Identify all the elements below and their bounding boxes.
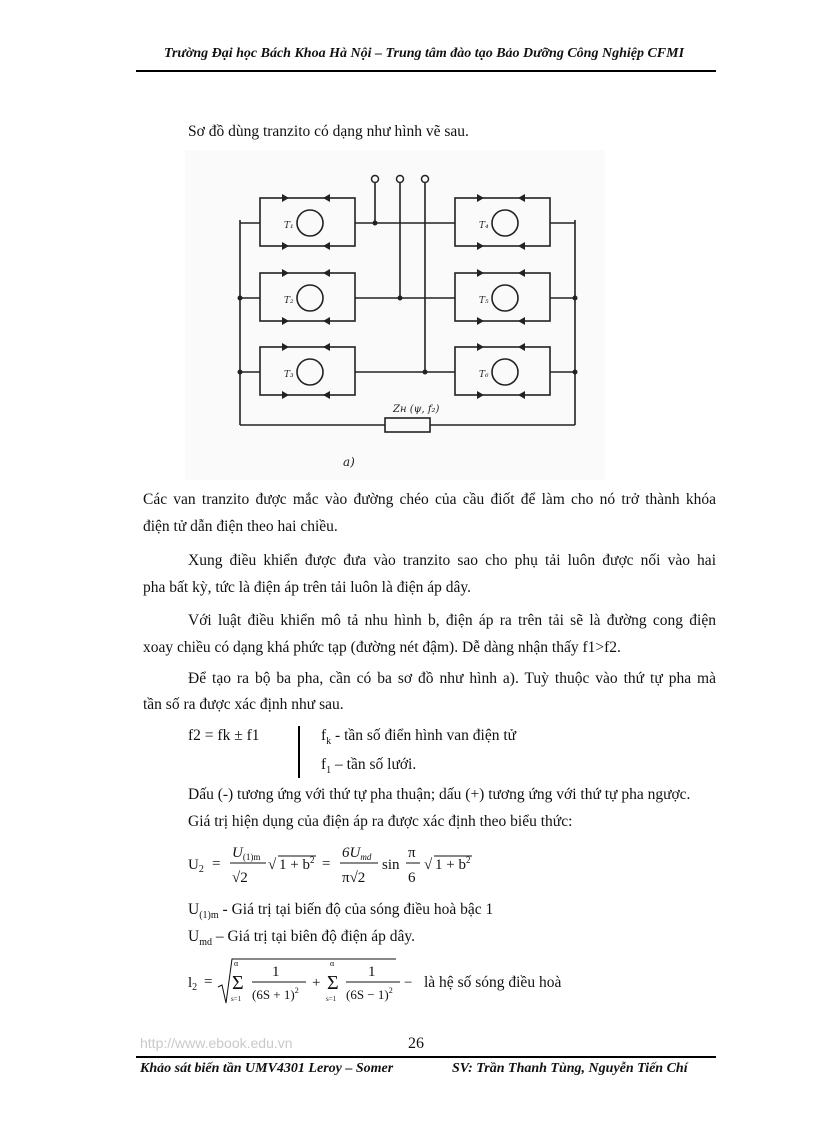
transistor-label-t3: T₃ xyxy=(284,370,294,380)
svg-text:1: 1 xyxy=(272,964,280,980)
watermark-url: http://www.ebook.edu.vn xyxy=(140,1035,293,1051)
paragraph-4-line-1: Để tạo ra bộ ba pha, cần có ba sơ đồ như hình a). Tuỳ thuộc vào thứ tự pha mà xyxy=(188,670,716,687)
footer-authors: SV: Trần Thanh Tùng, Nguyễn Tiến Chí xyxy=(452,1061,688,1076)
svg-text:+: + xyxy=(312,975,321,991)
intro-text: Sơ đồ dùng tranzito có dạng như hình vẽ sau. xyxy=(188,123,469,140)
l2-definition: là hệ số sóng điều hoà xyxy=(424,974,562,991)
svg-text:√: √ xyxy=(424,857,433,873)
paragraph-2-line-1: Xung điều khiển được đưa vào tranzito sao cho phụ tải luôn được nối vào hai xyxy=(188,552,716,569)
umd-definition: $U_{md}$ – Giá trị tại biên độ điện áp dây. xyxy=(188,928,416,949)
svg-text:α: α xyxy=(234,959,239,968)
paragraph-4-line-2: tần số ra được xác định như sau. xyxy=(143,696,344,713)
svg-text:π√2: π√2 xyxy=(342,870,366,886)
figure-caption: a) xyxy=(343,455,355,469)
svg-text:1 + b2: $1 + b^2$ xyxy=(435,855,471,873)
svg-text:Σ: Σ xyxy=(232,972,244,994)
svg-text:√2: √2 xyxy=(232,870,248,886)
svg-text:1: 1 xyxy=(368,964,376,980)
f1-definition: $f_1$ – tần số lưới. xyxy=(321,756,417,777)
svg-text:6: 6 xyxy=(408,870,416,886)
svg-text:U(1)m: $U_{(1)m}$ xyxy=(232,845,261,862)
fk-definition: $f_k$ - tần số điển hình van điện tử xyxy=(321,727,517,748)
circuit-figure xyxy=(185,150,605,480)
definition-bar xyxy=(298,726,300,778)
svg-text:=: = xyxy=(212,856,221,872)
svg-text:=: = xyxy=(204,974,213,990)
svg-text:−: − xyxy=(404,975,413,991)
transistor-label-t2: T₂ xyxy=(284,296,294,306)
paragraph-1-line-2: điện tử dẫn điện theo hai chiều. xyxy=(143,518,338,535)
svg-text:l2: $l_2$ xyxy=(188,975,198,993)
svg-text:s=1: s=1 xyxy=(231,995,242,1003)
svg-text:U2: $U_2$ xyxy=(188,857,204,875)
svg-text:(6S + 1)2: $(6S + 1)^2$ xyxy=(252,986,299,1002)
rms-intro: Giá trị hiện dụng của điện áp ra được xác định theo biểu thức: xyxy=(188,813,573,830)
svg-text:π: π xyxy=(408,845,416,861)
transistor-cycloconverter-diagram xyxy=(185,150,605,480)
svg-text:1 + b2: $1 + b^2$ xyxy=(279,855,315,873)
footer-rule xyxy=(136,1056,716,1058)
svg-text:=: = xyxy=(322,856,331,872)
transistor-label-t6: T₆ xyxy=(479,370,489,380)
page-number: 26 xyxy=(408,1035,424,1052)
running-header: Trường Đại học Bách Khoa Hà Nội – Trung tâm đào tạo Bảo Dưỡng Công Nghiệp CFMI xyxy=(163,46,685,61)
svg-text:Σ: Σ xyxy=(327,972,339,994)
u2-formula xyxy=(188,840,508,888)
paragraph-3-line-2: xoay chiều có dạng khá phức tạp (đường nét đậm). Dễ dàng nhận thấy f1>f2. xyxy=(143,639,621,656)
svg-text:6Umd: $6U_{md}$ xyxy=(342,845,372,862)
svg-text:α: α xyxy=(330,959,335,968)
u1m-definition: $U_{(1)m}$ - Giá trị tại biến độ của sóng điều hoà bậc 1 xyxy=(188,901,494,922)
transistor-label-t1: T₁ xyxy=(284,221,294,231)
svg-text:s=1: s=1 xyxy=(326,995,337,1003)
svg-text:(6S − 1)2: $(6S - 1)^2$ xyxy=(346,986,393,1002)
sign-note: Dấu (-) tương ứng với thứ tự pha thuận; dấu (+) tương ứng với thứ tự pha ngược. xyxy=(188,786,691,803)
header-rule xyxy=(136,70,716,72)
svg-text:sin: sin xyxy=(382,857,400,873)
svg-text:√: √ xyxy=(268,857,277,873)
load-label: Zн (ψ, f₂) xyxy=(393,404,440,415)
transistor-label-t5: T₅ xyxy=(479,296,489,306)
frequency-formula: f2 = fk ± f1 xyxy=(188,727,260,744)
paragraph-2-line-2: pha bất kỳ, tức là điện áp trên tải luôn là điện áp dây. xyxy=(143,579,472,596)
transistor-label-t4: T₄ xyxy=(479,221,489,231)
footer-title: Khảo sát biến tần UMV4301 Leroy – Somer xyxy=(140,1061,394,1076)
paragraph-1-line-1: Các van tranzito được mắc vào đường chéo của cầu điốt để làm cho nó trở thành khóa xyxy=(143,491,716,508)
paragraph-3-line-1: Với luật điều khiển mô tả nhu hình b, điện áp ra trên tải sẽ là đường cong điện xyxy=(188,612,716,629)
